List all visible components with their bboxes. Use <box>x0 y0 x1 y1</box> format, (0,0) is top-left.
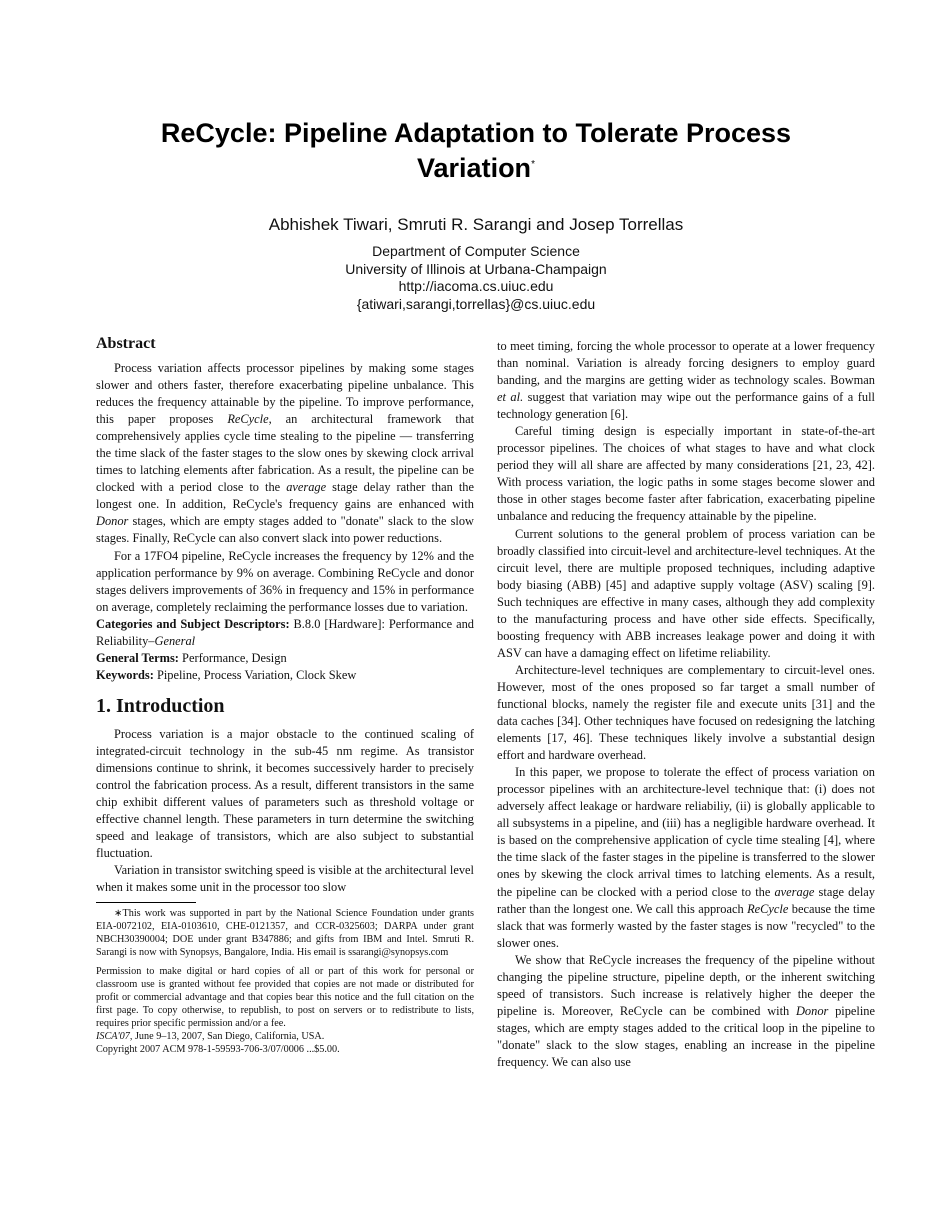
title-line-1: ReCycle: Pipeline Adaptation to Tolerate Process <box>160 118 792 148</box>
abstract-paragraph-2: For a 17FO4 pipeline, ReCycle increases the frequency by 12% and the application performance by 9% on average. Combining ReCycle and donor stages delivers improvements of 36% in frequency and 15% in performance on average, completely reclaiming the performance losses due to variation. <box>96 548 474 614</box>
title-footnote-mark: * <box>531 159 535 170</box>
author-list: Abhishek Tiwari, Smruti R. Sarangi and Josep Torrellas <box>268 215 684 234</box>
right-paragraph-2: Careful timing design is especially important in state-of-the-art processor pipelines. The choices of what stages to have and what clock period they will all share are affected by many considerations [21, 23, 42]. With process variation, the logic paths in some stages become slower and those in other stages become faster after fabrication, exacerbating pipeline unbalance and reducing the frequency attainable by the pipeline. <box>497 424 875 524</box>
permission-notice <box>96 965 474 1056</box>
group-url[interactable]: http://iacoma.cs.uiuc.edu <box>398 278 554 294</box>
venue-line: ISCA'07, June 9–13, 2007, San Diego, California, USA. <box>96 1031 325 1043</box>
right-paragraph-3: Current solutions to the general problem of process variation can be broadly classified into circuit-level and architecture-level techniques. At the circuit level, there are multiple proposed techniques, including adaptive body biasing (ABB) [45] and adaptive supply voltage (ASV) scaling [9]. Such techniques are effective in many cases, although they add complexity to the manufacturing process and have other side effects. Specifically, boosting frequency with ABB increases leakage power and doing it with ASV can have a damaging effect on lifetime reliability. <box>497 526 875 660</box>
right-paragraph-5: In this paper, we propose to tolerate the effect of process variation on processor pipelines with an architecture-level technique that: (i) does not adversely affect leakage or hardware reliabiliy, (ii) is globally applicable to all subsystems in a pipeline, and (iii) has a negligible hardware overhead. It is based on the comprehensive application of cycle time stealing [4], where the time slack of the faster stages in the pipeline is transferred to the slower ones by skewing the clock arrival times to latching elements. As a result, the pipeline can be clocked with a period close to the average stage delay rather than the longest one. We call this approach ReCycle because the time slack that was formerly wasted by the faster stages is now "recycled" to the slower ones. <box>497 765 875 950</box>
right-paragraph-1: to meet timing, forcing the whole processor to operate at a lower frequency than nominal. Variation is already forcing designers to employ guard banding, and the margins are getting wider as technology scales. Bowman et al. suggest that variation may wipe out the performance gains of a full technology generation [6]. <box>497 339 875 422</box>
funding-footnote: ∗This work was supported in part by the National Science Foundation under grants EIA-0072102, EIA-0103610, CHE-0121357, and CCR-0325603; DARPA under grant NBCH30390004; DOE under grant B347886; and gifts from IBM and Intel. Smruti R. Sarangi is now with Synopsys, Bangalore, India. His email is ssarangi@synopsys.com <box>96 908 474 959</box>
footnote-divider <box>96 902 196 903</box>
intro-paragraph-1: Process variation is a major obstacle to the continued scaling of integrated-circuit technology in the sub-45 nm regime. As transistor dimensions continue to shrink, it becomes successively harder to precisely control the fabrication process. As a result, different transistors in the same chip exhibit different values of parameters such as threshold voltage or effective channel length. These parameters in turn determine the switching speed and leakage of transistors, which are also subject to substantial fluctuation. <box>96 726 474 861</box>
title-line-2 <box>0 149 952 184</box>
affiliation-block <box>0 243 952 313</box>
copyright-line: Copyright 2007 ACM 978-1-59593-706-3/07/0006 ...$5.00. <box>96 1044 340 1056</box>
right-paragraph-4: Architecture-level techniques are complementary to circuit-level ones. However, most of the ones proposed so far target a small number of functional blocks, namely the register file and execute units [31] and the data caches [34]. Other techniques have focused on redesigning the latching elements [17, 46]. These techniques likely involve a substantial design effort and hardware overhead. <box>497 662 875 763</box>
abstract-paragraph-1: Process variation affects processor pipelines by making some stages slower and others faster, therefore exacerbating pipeline unbalance. This reduces the frequency attainable by the pipeline. To improve performance, this paper proposes ReCycle, an architectural framework that comprehensively applies cycle time stealing to the pipeline — transferring the time slack of the faster stages to the slow ones by skewing clock arrival times to latching elements after fabrication. As a result, the pipeline can be clocked with a period close to the average stage delay rather than the longest one. In addition, ReCycle's frequency gains are enhanced with Donor stages, which are empty stages added to "donate" slack to the slow stages. Finally, ReCycle can also convert slack into power reductions. <box>96 361 475 546</box>
abstract-heading: Abstract <box>96 335 156 352</box>
university: University of Illinois at Urbana-Champaign <box>345 260 607 277</box>
left-column <box>96 334 474 1056</box>
department: Department of Computer Science <box>372 243 580 259</box>
introduction-heading: 1. Introduction <box>96 694 225 717</box>
intro-paragraph-2: Variation in transistor switching speed is visible at the architectural level when it makes some unit in the processor too slow <box>96 863 474 895</box>
permission-text: Permission to make digital or hard copies of all or part of this work for personal or classroom use is granted without fee provided that copies are not made or distributed for profit or commercial advantage and that copies bear this notice and the full citation on the first page. To copy otherwise, to republish, to post on servers or to redistribute to lists, requires prior specific permission and/or a fee. <box>96 966 474 1030</box>
general-terms: General Terms: Performance, Design <box>96 650 287 665</box>
author-emails: {atiwari,sarangi,torrellas}@cs.uiuc.edu <box>356 295 596 312</box>
paper-title <box>0 117 952 184</box>
title-word: Variation <box>417 153 532 183</box>
right-column <box>497 338 875 1071</box>
right-paragraph-6: We show that ReCycle increases the frequency of the pipeline without changing the pipeline structure, pipeline depth, or the inherent switching speed of transistors. Such increase is relatively higher the deeper the pipeline is. Moreover, ReCycle can be combined with Donor pipeline stages, which are empty stages added to the critical loop in the pipeline to "donate" slack to the slow stages, enabling an increase in the pipeline frequency. We can also use <box>497 952 875 1069</box>
categories-descriptors: Categories and Subject Descriptors: B.8.0 [Hardware]: Performance and Reliability–General <box>96 616 474 648</box>
keywords: Keywords: Pipeline, Process Variation, Clock Skew <box>96 667 357 682</box>
